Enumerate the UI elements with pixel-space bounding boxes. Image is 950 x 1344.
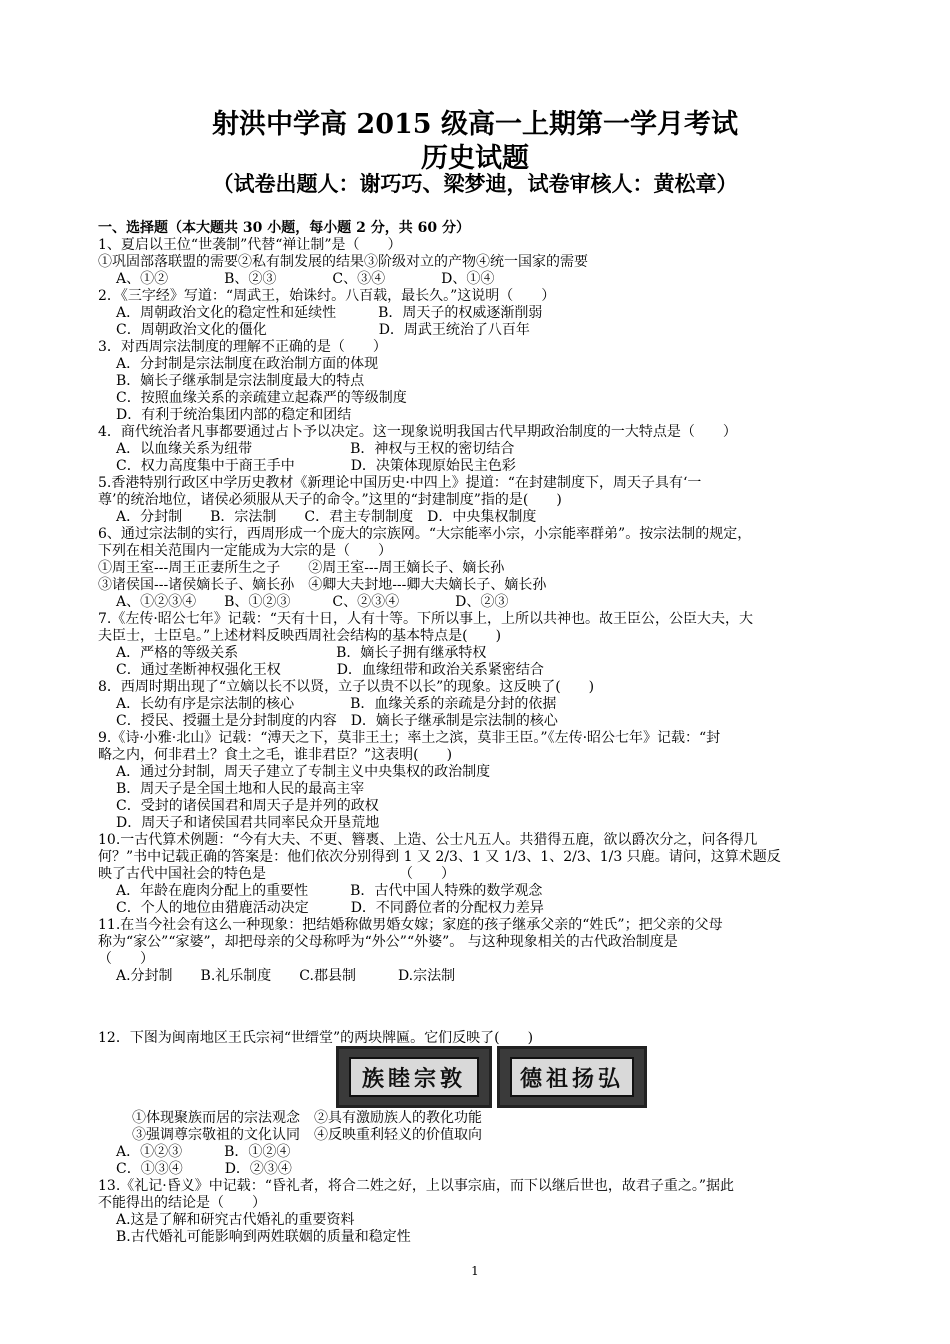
text-line: 称为“家公”“家婆”，却把母亲的父母称呼为“外公”“外婆”。 与这种现象相关的古代政治制度是 — [98, 934, 678, 950]
text-line: C．通过垄断神权强化王权 D．血缘纽带和政治关系紧密结合 — [116, 662, 544, 678]
text-line: A．严格的等级关系 B．嫡长子拥有继承特权 — [116, 645, 487, 661]
text-line: 11.在当今社会有这么一种现象：把结婚称做男婚女嫁；家庭的孩子继承父亲的“姓氏”；把父亲的父母 — [98, 917, 723, 933]
text-line: 13.《礼记·昏义》中记载：“昏礼者，将合二姓之好，上以事宗庙，而下以继后世也，故君子重之。”据此 — [98, 1178, 735, 1194]
plaque-image-left — [336, 1046, 492, 1108]
text-line: 4．商代统治者凡事都要通过占卜予以决定。这一现象说明我国古代早期政治制度的一大特点是（ ） — [98, 424, 737, 440]
text-line: C．授民、授疆土是分封制度的内容 D．嫡长子继承制是宗法制的核心 — [116, 713, 558, 729]
text-line: ①体现聚族而居的宗法观念 ②具有激励族人的教化功能 — [132, 1110, 482, 1126]
text-line: 9.《诗·小雅·北山》记载：“溥天之下，莫非王土；率土之滨，莫非王臣。”《左传·昭公七年》记载：“封 — [98, 730, 721, 746]
text-line: A.这是了解和研究古代婚礼的重要资料 — [116, 1212, 355, 1228]
text-line: ①周王室---周王正妻所生之子 ②周王室---周王嫡长子、嫡长孙 — [98, 560, 505, 576]
text-line: 夫臣士，士臣皂。”上述材料反映西周社会结构的基本特点是( ) — [98, 628, 502, 644]
text-line: ③强调尊宗敬祖的文化认同 ④反映重利轻义的价值取向 — [132, 1127, 482, 1143]
text-line: A．长幼有序是宗法制的核心 B．血缘关系的亲疏是分封的依据 — [116, 696, 557, 712]
section-heading: 一、选择题（本大题共 30 小题，每小题 2 分，共 60 分） — [98, 220, 470, 236]
text-line: 2．《三字经》写道：“周武王，始诛纣。八百载，最长久。”这说明（ ） — [98, 288, 556, 304]
text-line: 7.《左传·昭公七年》记载：“天有十日，人有十等。下所以事上，上所以共神也。故王臣公，公臣大夫，大 — [98, 611, 753, 627]
text-line: B．嫡长子继承制是宗法制度最大的特点 — [116, 373, 365, 389]
text-line: D．有利于统治集团内部的稳定和团结 — [116, 407, 352, 423]
exam-authors: （试卷出题人：谢巧巧、梁梦迪，试卷审核人：黄松章） — [212, 171, 738, 196]
text-line: A．分封制是宗法制度在政治制方面的体现 — [116, 356, 379, 372]
text-line: （ ） — [98, 951, 154, 967]
text-line: A．以血缘关系为纽带 B．神权与王权的密切结合 — [116, 441, 515, 457]
text-line: A．通过分封制，周天子建立了专制主义中央集权的政治制度 — [116, 764, 491, 780]
text-line: 3．对西周宗法制度的理解不正确的是（ ） — [98, 339, 387, 355]
text-line: 略之内，何非君土？食土之毛，谁非君臣？”这表明( ) — [98, 747, 453, 763]
text-line: C．个人的地位由猎鹿活动决定 D．不同爵位者的分配权力差异 — [116, 900, 544, 916]
text-line: A．年龄在鹿肉分配上的重要性 B．古代中国人特殊的数学观念 — [116, 883, 543, 899]
text-line: C．权力高度集中于商王手中 D．决策体现原始民主色彩 — [116, 458, 516, 474]
text-line: A．周朝政治文化的稳定性和延续性 B．周天子的权威逐渐削弱 — [116, 305, 543, 321]
text-line: A．①②③ B．①②④ — [116, 1144, 291, 1160]
text-line: C．①③④ D．②③④ — [116, 1161, 292, 1177]
plaque-text-left: 族睦宗敦 — [349, 1057, 479, 1097]
text-line: 10.一古代算术例题：“今有大夫、不更、簪褭、上造、公士凡五人。共猎得五鹿，欲以爵次分之，问各得几 — [98, 832, 758, 848]
text-line: A.分封制 B.礼乐制度 C.郡县制 D.宗法制 — [116, 968, 456, 984]
text-line: C．按照血缘关系的亲疏建立起森严的等级制度 — [116, 390, 407, 406]
exam-subtitle: 历史试题 — [421, 143, 529, 174]
text-line: 1、夏启以王位“世袭制”代替“禅让制”是（ ） — [98, 237, 402, 253]
text-line: ①巩固部落联盟的需要②私有制发展的结果③阶级对立的产物④统一国家的需要 — [98, 254, 588, 270]
text-line: 尊’的统治地位，诸侯必须服从天子的命令。”这里的“封建制度”指的是( ) — [98, 492, 562, 508]
text-line: 不能得出的结论是（ ） — [98, 1195, 266, 1211]
text-line: 8．西周时期出现了“立嫡以长不以贤，立子以贵不以长”的现象。这反映了( ) — [98, 679, 595, 695]
plaque-image-right — [497, 1046, 647, 1108]
text-line: A、①②③④ B、①②③ C、②③④ D、②③ — [116, 594, 509, 610]
exam-title: 射洪中学高 2015 级高一上期第一学月考试 — [212, 109, 738, 140]
plaque-text-right: 德祖扬弘 — [510, 1057, 634, 1097]
text-line: C．受封的诸侯国君和周天子是并列的政权 — [116, 798, 379, 814]
text-line: A、①② B、②③ C、③④ D、①④ — [116, 271, 495, 287]
text-line: 何？”书中记载正确的答案是：他们依次分别得到 1 又 2/3、1 又 1/3、1、2/3、1/3 只鹿。请问，这算术题反 — [98, 849, 781, 865]
text-line: C．周朝政治文化的僵化 D．周武王统治了八百年 — [116, 322, 530, 338]
text-line: D．周天子和诸侯国君共同率民众开垦荒地 — [116, 815, 380, 831]
page-number: 1 — [471, 1264, 479, 1278]
text-line: 6、通过宗法制的实行，西周形成一个庞大的宗族网。“大宗能率小宗，小宗能率群弟”。按宗法制的规定， — [98, 526, 752, 542]
text-line: B.古代婚礼可能影响到两姓联姻的质量和稳定性 — [116, 1229, 411, 1245]
text-line: 12．下图为闽南地区王氏宗祠“世缙堂”的两块牌匾。它们反映了( ) — [98, 1030, 534, 1046]
text-line: 下列在相关范围内一定能成为大宗的是（ ） — [98, 543, 392, 559]
text-line: A．分封制 B．宗法制 C．君主专制制度 D．中央集权制度 — [116, 509, 537, 525]
text-line: 5.香港特别行政区中学历史教材《新理论中国历史·中四上》提道：“在封建制度下，周天子具有‘一 — [98, 475, 702, 491]
text-line: B．周天子是全国土地和人民的最高主宰 — [116, 781, 365, 797]
text-line: ③诸侯国---诸侯嫡长子、嫡长孙 ④卿大夫封地---卿大夫嫡长子、嫡长孙 — [98, 577, 547, 593]
text-line: 映了古代中国社会的特色是 （ ） — [98, 866, 455, 882]
